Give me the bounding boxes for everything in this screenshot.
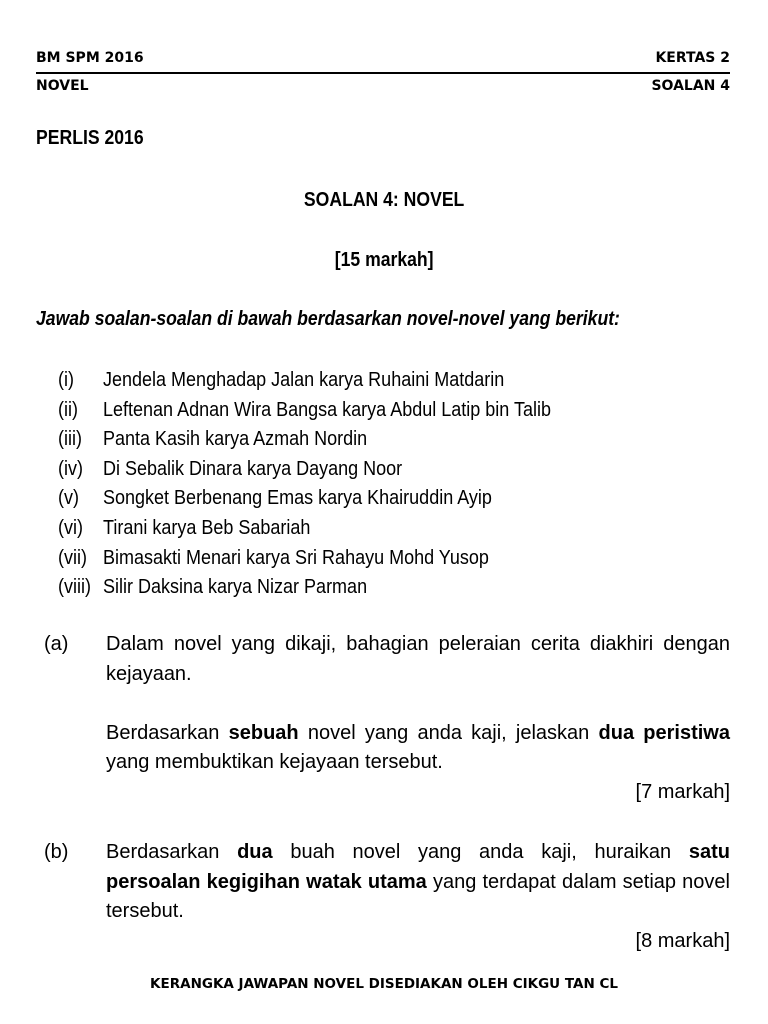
question-a-label: (a) bbox=[44, 633, 69, 655]
list-item-number: (ii) bbox=[58, 398, 78, 421]
list-item-text: Leftenan Adnan Wira Bangsa karya Abdul Latip bin Talib bbox=[103, 398, 551, 421]
novel-list bbox=[58, 366, 606, 603]
list-item bbox=[58, 425, 551, 455]
list-item bbox=[58, 455, 551, 485]
question-b-body bbox=[106, 838, 730, 956]
question-a-task: Berdasarkan sebuah novel yang anda kaji, jelaskan dua peristiwa yang membuktikan kejayaan tersebut. bbox=[106, 721, 730, 773]
question-a-marks: [7 markah] bbox=[635, 780, 730, 803]
list-item-text: Silir Daksina karya Nizar Parman bbox=[103, 576, 368, 599]
list-item bbox=[58, 573, 551, 603]
question-a-body bbox=[106, 630, 730, 807]
list-item bbox=[58, 514, 551, 544]
list-item-number: (vi) bbox=[58, 516, 83, 539]
question-b bbox=[36, 838, 730, 956]
list-item-number: (iii) bbox=[58, 428, 82, 451]
question-b-marks: [8 markah] bbox=[635, 929, 730, 952]
question-b-label: (b) bbox=[44, 841, 69, 863]
total-marks: [15 markah] bbox=[334, 249, 434, 271]
instruction: Jawab soalan-soalan di bawah berdasarkan novel-novel yang berikut: bbox=[36, 308, 620, 330]
section-label: NOVEL bbox=[36, 78, 89, 94]
list-item bbox=[58, 396, 551, 426]
list-item-number: (vii) bbox=[58, 546, 87, 569]
list-item-text: Songket Berbenang Emas karya Khairuddin Ayip bbox=[103, 487, 492, 510]
header-divider bbox=[36, 72, 730, 74]
question-number-label: SOALAN 4 bbox=[651, 78, 730, 94]
list-item-text: Jendela Menghadap Jalan karya Ruhaini Matdarin bbox=[103, 369, 505, 391]
header-row-1 bbox=[36, 50, 730, 66]
question-a bbox=[36, 630, 730, 807]
list-item-text: Tirani karya Beb Sabariah bbox=[103, 516, 311, 539]
list-item bbox=[58, 366, 551, 396]
list-item-number: (iv) bbox=[58, 457, 83, 480]
question-title: SOALAN 4: NOVEL bbox=[303, 189, 465, 211]
subject-label: BM SPM 2016 bbox=[36, 50, 144, 66]
question-a-context: Dalam novel yang dikaji, bahagian peleraian cerita diakhiri dengan kejayaan. bbox=[106, 633, 730, 685]
question-b-task: Berdasarkan dua buah novel yang anda kaji, huraikan satu persoalan kegigihan watak utama yang terdapat dalam setiap novel tersebut. bbox=[106, 841, 730, 922]
list-item-number: (v) bbox=[58, 487, 79, 510]
footer-credit: KERANGKA JAWAPAN NOVEL DISEDIAKAN OLEH CIKGU TAN CL bbox=[150, 976, 618, 992]
list-item-text: Panta Kasih karya Azmah Nordin bbox=[103, 428, 368, 451]
list-item-number: (viii) bbox=[58, 576, 91, 599]
list-item-number: (i) bbox=[58, 369, 74, 391]
list-item-text: Di Sebalik Dinara karya Dayang Noor bbox=[103, 457, 403, 480]
list-item-text: Bimasakti Menari karya Sri Rahayu Mohd Yusop bbox=[103, 546, 489, 569]
header-row-2 bbox=[36, 78, 730, 94]
list-item bbox=[58, 484, 551, 514]
exam-state-heading: PERLIS 2016 bbox=[36, 127, 144, 149]
paper-label: KERTAS 2 bbox=[655, 50, 730, 66]
list-item bbox=[58, 544, 551, 574]
